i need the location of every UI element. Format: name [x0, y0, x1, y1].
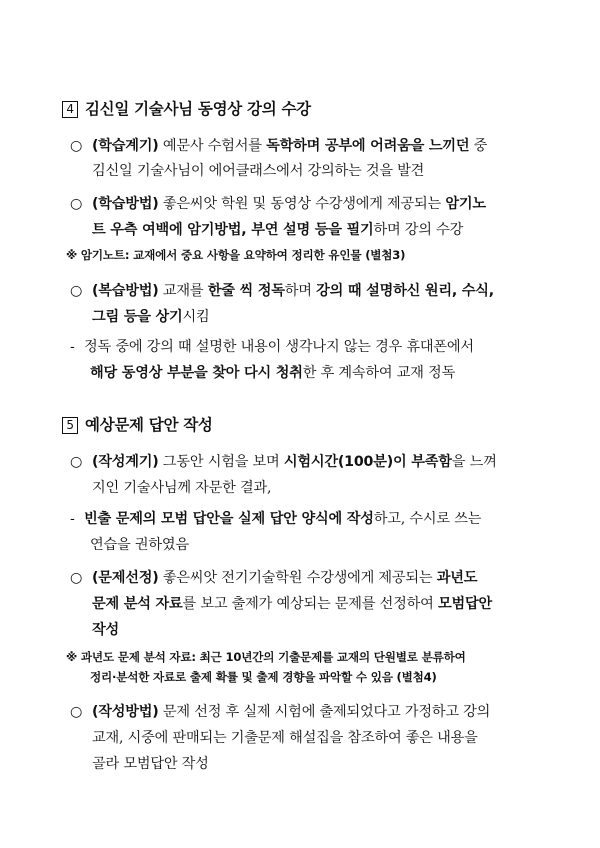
s5-bullet2-line2: 문제 분석 자료를 보고 출제가 예상되는 문제를 선정하여 모범답안	[92, 596, 492, 612]
s5-dash1-line2: 연습을 권하였음	[90, 537, 189, 553]
section-4-heading	[62, 97, 311, 119]
s5-note1-line2: 정리·분석한 자료로 출제 확률 및 출제 경향을 파악할 수 있음 (별첨4)	[90, 670, 437, 684]
section-4-number: 4	[62, 101, 78, 118]
section-4-title: 김신일 기술사님 동영상 강의 수강	[85, 100, 311, 118]
s4-bullet2-line1: ○ (학습방법) 좋은씨앗 학원 및 동영상 수강생에게 제공되는 암기노	[70, 196, 486, 212]
s4-bullet2-line2: 트 우측 여백에 암기방법, 부연 설명 등을 필기하며 강의 수강	[92, 222, 464, 238]
s5-dash1-line1: - 빈출 문제의 모범 답안을 실제 답안 양식에 작성하고, 수시로 쓰는	[70, 511, 482, 527]
s5-note1-line1: ※ 과년도 문제 분석 자료: 최근 10년간의 기출문제를 교재의 단원별로 분류하여	[66, 650, 466, 664]
s4-dash1-line1: - 정독 중에 강의 때 설명한 내용이 생각나지 않는 경우 휴대폰에서	[70, 339, 474, 355]
section-5-title: 예상문제 답안 작성	[85, 416, 213, 434]
s5-bullet1-line1: ○ (작성계기) 그동안 시험을 보며 시험시간(100분)이 부족함을 느껴	[70, 454, 497, 470]
s5-bullet1-line2: 지인 기술사님께 자문한 결과,	[92, 480, 272, 496]
s5-bullet3-line2: 교재, 시중에 판매되는 기출문제 해설집을 참조하여 좋은 내용을	[92, 730, 478, 746]
s5-bullet3-line1: ○ (작성방법) 문제 선정 후 실제 시험에 출제되었다고 가정하고 강의	[70, 704, 491, 720]
s5-bullet2-line1: ○ (문제선정) 좋은씨앗 전기기술학원 수강생에게 제공되는 과년도	[70, 570, 478, 586]
s4-bullet1-line2: 김신일 기술사님이 에어클래스에서 강의하는 것을 발견	[92, 163, 425, 179]
section-5-number: 5	[62, 417, 78, 434]
s4-bullet1-line1: ○ (학습계기) 예문사 수험서를 독학하며 공부에 어려움을 느끼던 중	[70, 138, 488, 154]
s5-bullet3-line3: 골라 모범답안 작성	[92, 756, 209, 772]
s5-bullet2-line3: 작성	[92, 622, 120, 638]
s4-bullet3-line2: 그림 등을 상기시킴	[92, 309, 210, 325]
s4-bullet3-line1: ○ (복습방법) 교재를 한줄 씩 정독하며 강의 때 설명하신 원리, 수식,	[70, 283, 494, 299]
section-5-heading	[62, 413, 213, 435]
s4-dash1-line2: 해당 동영상 부분을 찾아 다시 청취한 후 계속하여 교재 정독	[90, 365, 456, 381]
s4-note1: ※ 암기노트: 교재에서 중요 사항을 요약하여 정리한 유인물 (별첨3)	[66, 248, 406, 262]
